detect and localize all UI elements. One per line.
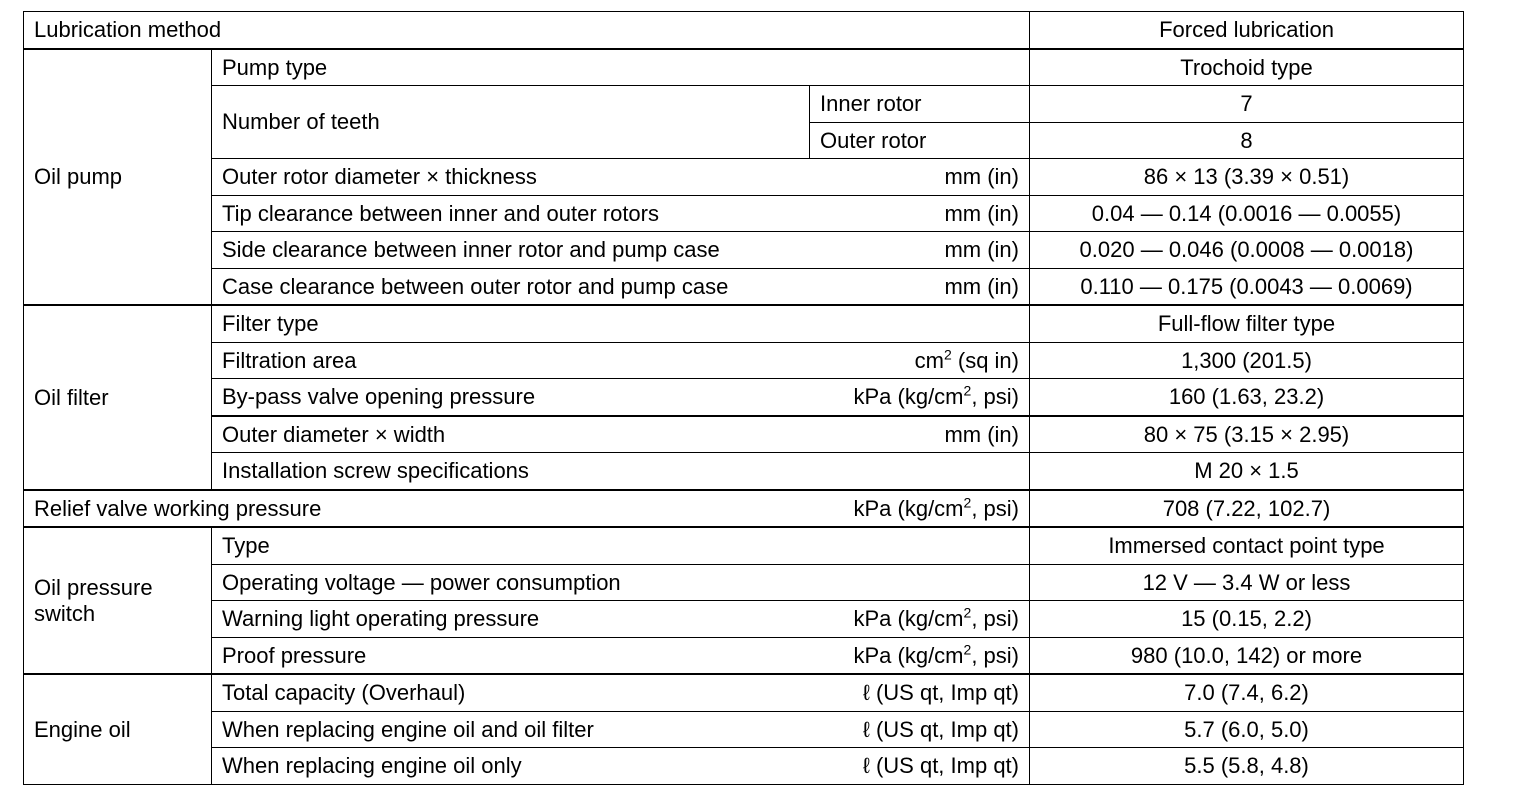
outer-rotor-label: Outer rotor: [810, 122, 1030, 159]
case-clearance-unit: mm (in): [944, 273, 1019, 299]
pump-type-value: Trochoid type: [1030, 49, 1464, 86]
table-row: [24, 232, 1464, 269]
replacing-oil-only-label: When replacing engine oil only: [222, 753, 522, 779]
bypass-valve-value: 160 (1.63, 23.2): [1030, 379, 1464, 416]
total-capacity-unit: ℓ (US qt, Imp qt): [862, 680, 1019, 706]
table-row: [24, 86, 1464, 123]
switch-type-value: Immersed contact point type: [1030, 527, 1464, 564]
outer-diameter-value: 80 × 75 (3.15 × 2.95): [1030, 416, 1464, 453]
outer-rotor-value: 8: [1030, 122, 1464, 159]
replacing-oil-only-unit: ℓ (US qt, Imp qt): [862, 753, 1019, 779]
oil-pressure-switch-group-label: Oil pressure switch: [34, 575, 153, 626]
lubrication-method-label: Lubrication method: [24, 12, 1030, 49]
oil-filter-group-label: Oil filter: [34, 384, 109, 410]
inner-rotor-value: 7: [1030, 86, 1464, 123]
engine-oil-group-label: Engine oil: [34, 716, 131, 742]
filter-type-label: Filter type: [212, 305, 1030, 342]
proof-pressure-unit: kPa ($kg/cm^2$, psi): [853, 641, 1019, 668]
proof-pressure-value: 980 (10.0, 142) or more: [1030, 637, 1464, 674]
filtration-area-value: 1,300 (201.5): [1030, 342, 1464, 379]
table-row: [24, 564, 1464, 601]
table-row: [24, 490, 1464, 528]
outer-diameter-unit: mm (in): [944, 421, 1019, 447]
installation-screw-label: Installation screw specifications: [212, 453, 1030, 490]
replacing-oil-and-filter-value: 5.7 (6.0, 5.0): [1030, 711, 1464, 748]
tip-clearance-value: 0.04 — 0.14 (0.0016 — 0.0055): [1030, 195, 1464, 232]
outer-rotor-diameter-label: Outer rotor diameter × thickness: [222, 164, 537, 190]
switch-type-label: Type: [212, 527, 1030, 564]
case-clearance-label: Case clearance between outer rotor and pump case: [222, 273, 729, 299]
table-row: [24, 674, 1464, 711]
side-clearance-unit: mm (in): [944, 237, 1019, 263]
table-row: [24, 268, 1464, 305]
warning-light-label: Warning light operating pressure: [222, 606, 540, 632]
replacing-oil-only-value: 5.5 (5.8, 4.8): [1030, 748, 1464, 785]
relief-valve-unit: kPa ($kg/cm^2$, psi): [853, 494, 1019, 521]
filter-type-value: Full-flow filter type: [1030, 305, 1464, 342]
number-of-teeth-label: Number of teeth: [212, 86, 810, 159]
operating-voltage-value: 12 V — 3.4 W or less: [1030, 564, 1464, 601]
table-row: [24, 601, 1464, 638]
table-row: [24, 748, 1464, 785]
table-row: [24, 637, 1464, 674]
filtration-area-label: Filtration area: [222, 347, 357, 373]
side-clearance-value: 0.020 — 0.046 (0.0008 — 0.0018): [1030, 232, 1464, 269]
outer-rotor-diameter-value: 86 × 13 (3.39 × 0.51): [1030, 159, 1464, 196]
tip-clearance-unit: mm (in): [944, 200, 1019, 226]
table-row: [24, 453, 1464, 490]
filtration-area-unit: $cm^2$ (sq in): [914, 346, 1019, 373]
outer-diameter-label: Outer diameter × width: [222, 421, 446, 447]
side-clearance-label: Side clearance between inner rotor and pump case: [222, 237, 720, 263]
relief-valve-label: Relief valve working pressure: [34, 495, 322, 521]
installation-screw-value: M 20 × 1.5: [1030, 453, 1464, 490]
lubrication-spec-table: [23, 11, 1464, 785]
replacing-oil-and-filter-unit: ℓ (US qt, Imp qt): [862, 716, 1019, 742]
lubrication-method-value: Forced lubrication: [1030, 12, 1464, 49]
warning-light-value: 15 (0.15, 2.2): [1030, 601, 1464, 638]
pump-type-label: Pump type: [212, 49, 1030, 86]
table-row: [24, 416, 1464, 453]
oil-pump-group-label: Oil pump: [34, 164, 123, 190]
bypass-valve-label: By-pass valve opening pressure: [222, 384, 536, 410]
operating-voltage-label: Operating voltage — power consumption: [212, 564, 1030, 601]
bypass-valve-unit: kPa ($kg/cm^2$, psi): [853, 382, 1019, 410]
proof-pressure-label: Proof pressure: [222, 642, 367, 668]
case-clearance-value: 0.110 — 0.175 (0.0043 — 0.0069): [1030, 268, 1464, 305]
replacing-oil-and-filter-label: When replacing engine oil and oil filter: [222, 716, 594, 742]
table-row: [24, 342, 1464, 379]
outer-rotor-diameter-unit: mm (in): [944, 164, 1019, 190]
table-row: [24, 379, 1464, 416]
warning-light-unit: kPa ($kg/cm^2$, psi): [853, 604, 1019, 632]
table-row: [24, 527, 1464, 564]
table-row: [24, 711, 1464, 748]
total-capacity-value: 7.0 (7.4, 6.2): [1030, 674, 1464, 711]
inner-rotor-label: Inner rotor: [810, 86, 1030, 123]
table-row: [24, 305, 1464, 342]
table-row: [24, 12, 1464, 49]
table-row: [24, 195, 1464, 232]
tip-clearance-label: Tip clearance between inner and outer rotors: [222, 200, 659, 226]
table-row: [24, 159, 1464, 196]
table-row: [24, 49, 1464, 86]
relief-valve-value: 708 (7.22, 102.7): [1030, 490, 1464, 528]
total-capacity-label: Total capacity (Overhaul): [222, 680, 466, 706]
